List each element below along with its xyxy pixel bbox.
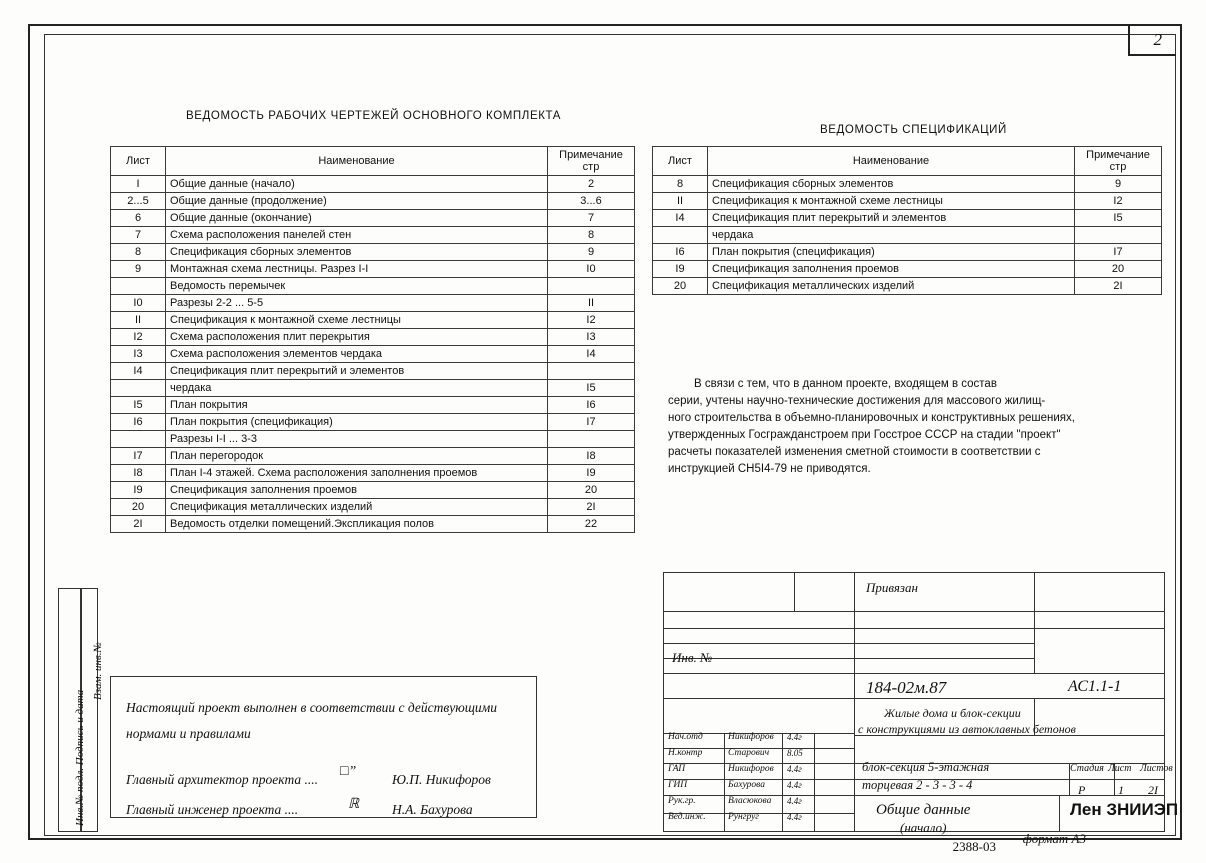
table-row	[111, 414, 635, 431]
table-row	[111, 380, 635, 397]
table-row	[111, 210, 635, 227]
sheets-value: 2I	[1148, 783, 1158, 797]
row-sheet: I2	[111, 329, 166, 346]
row-sheet: I8	[111, 465, 166, 482]
declaration-box	[110, 676, 537, 818]
stage-header: Стадия	[1070, 763, 1104, 774]
row-sheet: II	[111, 312, 166, 329]
tb-vline-9	[782, 733, 783, 831]
role-name: Власюкова	[728, 796, 772, 806]
row-name: Общие данные (продолжение)	[166, 193, 548, 210]
table-row	[111, 312, 635, 329]
role-date: 4.4г	[787, 812, 802, 822]
row-sheet: I4	[111, 363, 166, 380]
row-name: Спецификация заполнения проемов	[708, 261, 1075, 278]
sheet-header: Лист	[1108, 763, 1132, 774]
table-row	[653, 244, 1162, 261]
row-note: 9	[548, 244, 635, 261]
tb-vline-2	[794, 573, 795, 611]
row-note: I9	[548, 465, 635, 482]
row-note: 9	[1075, 176, 1162, 193]
note-line-5: расчеты показателей изменения сметной стоимости в соответствии с	[668, 446, 1041, 458]
declaration-line-2: нормами и правилами	[126, 726, 251, 741]
role-date: 4.4г	[787, 764, 802, 774]
row-sheet: 20	[653, 278, 708, 295]
row-note: 2	[548, 176, 635, 193]
row-name: План покрытия (спецификация)	[708, 244, 1075, 261]
table-row	[111, 329, 635, 346]
tb-hline-1	[664, 611, 1164, 612]
object-line-3: блок-секция 5-этажная	[862, 760, 990, 774]
document-title-1: Общие данные	[876, 802, 971, 818]
row-sheet: 2I	[111, 516, 166, 533]
engineer-name: Н.А. Бахурова	[392, 802, 473, 817]
architect-label: Главный архитектор проекта ....	[126, 772, 318, 787]
format-label: формат А3	[1022, 831, 1086, 846]
header-name: Наименование	[708, 147, 1075, 176]
note-line-4: утвержденных Госгражданстроем при Госстрое СССР на стадии "проект"	[668, 429, 1061, 441]
row-sheet: I0	[111, 295, 166, 312]
row-note: I0	[548, 261, 635, 278]
row-sheet: I6	[653, 244, 708, 261]
row-name: Разрезы 2-2 ... 5-5	[166, 295, 548, 312]
row-sheet: I6	[111, 414, 166, 431]
sheet-value: 1	[1118, 783, 1124, 797]
row-note: 7	[548, 210, 635, 227]
row-name: План покрытия	[166, 397, 548, 414]
tb-vline-7	[1059, 795, 1060, 831]
role-label: ГИП	[668, 780, 688, 790]
organization-name: Лен ЗНИИЭП	[1070, 800, 1179, 819]
row-note: I5	[548, 380, 635, 397]
object-line-2: с конструкциями из автоклавных бетонов	[858, 722, 1076, 736]
role-date: 4.4г	[787, 796, 802, 806]
row-name: чердака	[166, 380, 548, 397]
sheets-header: Листов	[1140, 763, 1173, 774]
row-note: I3	[548, 329, 635, 346]
role-label: Н.контр	[668, 748, 703, 758]
table-row	[111, 363, 635, 380]
binding-label: Привязан	[866, 580, 918, 595]
tb-vline-3	[1034, 573, 1035, 673]
header-sheet: Лист	[111, 147, 166, 176]
row-name: Спецификация сборных элементов	[166, 244, 548, 261]
role-date: 4.4г	[787, 780, 802, 790]
table-row	[111, 295, 635, 312]
row-note: I5	[1075, 210, 1162, 227]
row-name: План покрытия (спецификация)	[166, 414, 548, 431]
role-date: 4.4г	[787, 732, 802, 742]
table-header-row	[653, 147, 1162, 176]
note-line-1: В связи с тем, что в данном проекте, входящем в состав	[694, 378, 997, 390]
row-sheet	[653, 227, 708, 244]
table-row	[111, 448, 635, 465]
note-line-2: серии, учтены научно-технические достижения для массового жилищ-	[668, 395, 1046, 407]
row-name: Спецификация заполнения проемов	[166, 482, 548, 499]
row-sheet: I9	[111, 482, 166, 499]
table-row	[111, 278, 635, 295]
engineer-label: Главный инженер проекта ....	[126, 802, 299, 817]
table-row	[653, 193, 1162, 210]
tb-vline-10	[814, 733, 815, 831]
table-row	[111, 227, 635, 244]
row-name: чердака	[708, 227, 1075, 244]
header-name: Наименование	[166, 147, 548, 176]
role-label: Вед.инж.	[668, 812, 706, 822]
document-title-2: (начало)	[900, 820, 947, 835]
table-row	[653, 278, 1162, 295]
table-row	[653, 227, 1162, 244]
row-note: I7	[1075, 244, 1162, 261]
row-name: Спецификация металлических изделий	[166, 499, 548, 516]
row-note: 2I	[548, 499, 635, 516]
row-sheet: II	[653, 193, 708, 210]
table-row	[111, 244, 635, 261]
main-drawings-table	[110, 146, 635, 533]
inv-label: Инв. №	[672, 650, 713, 665]
table-row	[653, 261, 1162, 278]
role-name: Рунгруг	[728, 812, 759, 822]
header-note-line2: стр	[582, 161, 600, 173]
row-note: I2	[548, 312, 635, 329]
row-note: I6	[548, 397, 635, 414]
row-sheet: I5	[111, 397, 166, 414]
project-code: 184-02м.87	[866, 678, 947, 697]
row-name: Монтажная схема лестницы. Разрез I-I	[166, 261, 548, 278]
row-sheet: 6	[111, 210, 166, 227]
footer-number: 2388-03	[952, 839, 996, 854]
engineer-signature-icon: ℝ	[348, 797, 360, 812]
object-line-4: торцевая 2 - 3 - 3 - 4	[862, 778, 973, 792]
table-row	[111, 482, 635, 499]
declaration-line-1: Настоящий проект выполнен в соответствии с действующими	[126, 700, 498, 715]
row-sheet	[111, 380, 166, 397]
row-name: Схема расположения панелей стен	[166, 227, 548, 244]
table-row	[111, 465, 635, 482]
table-row	[111, 499, 635, 516]
row-sheet: I7	[111, 448, 166, 465]
side-strip-text-1: Инв.№ подл. Подпись и дата	[74, 689, 86, 826]
row-name: План перегородок	[166, 448, 548, 465]
row-sheet	[111, 431, 166, 448]
row-note	[548, 278, 635, 295]
row-note	[548, 363, 635, 380]
role-label: ГАП	[668, 764, 686, 774]
role-name: Бахурова	[728, 780, 765, 790]
row-note: 3...6	[548, 193, 635, 210]
header-note-line2: стр	[1109, 161, 1127, 173]
row-name: Спецификация к монтажной схеме лестницы	[708, 193, 1075, 210]
row-note: I7	[548, 414, 635, 431]
row-name: Спецификация плит перекрытий и элементов	[708, 210, 1075, 227]
role-label: Рук.гр.	[668, 796, 696, 806]
architect-name: Ю.П. Никифоров	[392, 772, 491, 787]
row-name: Ведомость перемычек	[166, 278, 548, 295]
tb-hline-3	[664, 643, 1034, 644]
table-row	[111, 193, 635, 210]
row-sheet: 8	[653, 176, 708, 193]
document-mark: АС1.1-1	[1068, 678, 1122, 695]
row-name: Спецификация сборных элементов	[708, 176, 1075, 193]
role-name: Старович	[728, 748, 770, 758]
tb-hline-5	[664, 673, 1164, 674]
row-name: Спецификация металлических изделий	[708, 278, 1075, 295]
left-table-title: ВЕДОМОСТЬ РАБОЧИХ ЧЕРТЕЖЕЙ ОСНОВНОГО КОМПЛЕКТА	[186, 110, 562, 122]
row-note: 22	[548, 516, 635, 533]
role-date: 8.05	[787, 748, 803, 758]
row-note: I2	[1075, 193, 1162, 210]
table-row	[111, 397, 635, 414]
page-number-box	[1128, 26, 1176, 56]
note-line-6: инструкцией СН5I4-79 не приводятся.	[668, 463, 871, 475]
table-row	[653, 176, 1162, 193]
role-name: Никифоров	[728, 764, 774, 774]
row-note: 20	[1075, 261, 1162, 278]
row-note	[1075, 227, 1162, 244]
row-sheet: 20	[111, 499, 166, 516]
tb-vline-8	[724, 733, 725, 831]
object-line-1: Жилые дома и блок-секции	[884, 706, 1021, 720]
row-sheet: I9	[653, 261, 708, 278]
row-sheet: I4	[653, 210, 708, 227]
header-sheet: Лист	[653, 147, 708, 176]
row-note: 2I	[1075, 278, 1162, 295]
right-table-title: ВЕДОМОСТЬ СПЕЦИФИКАЦИЙ	[820, 124, 1007, 136]
note-paragraph	[668, 376, 1164, 478]
role-label: Нач.отд	[668, 732, 703, 742]
row-sheet: I3	[111, 346, 166, 363]
row-note: 8	[548, 227, 635, 244]
tb-hline-2	[664, 628, 1164, 629]
row-note: I4	[548, 346, 635, 363]
table-header-row	[111, 147, 635, 176]
row-note: II	[548, 295, 635, 312]
row-name: Спецификация плит перекрытий и элементов	[166, 363, 548, 380]
table-row	[111, 261, 635, 278]
page-number: 2	[1153, 30, 1162, 49]
tb-hline-4	[664, 658, 1034, 659]
header-note	[548, 147, 635, 176]
tb-hline-6	[664, 698, 1164, 699]
row-sheet: 8	[111, 244, 166, 261]
note-line-3: ного строительства в объемно-планировочных и конструктивных решениях,	[668, 412, 1075, 424]
row-sheet: 7	[111, 227, 166, 244]
header-note-line1: Примечание	[559, 149, 623, 161]
row-sheet: I	[111, 176, 166, 193]
tb-vline-1	[854, 573, 855, 831]
row-sheet	[111, 278, 166, 295]
table-row	[111, 346, 635, 363]
row-name: Ведомость отделки помещений.Экспликация полов	[166, 516, 548, 533]
row-name: Общие данные (окончание)	[166, 210, 548, 227]
row-name: План I-4 этажей. Схема расположения заполнения проемов	[166, 465, 548, 482]
table-row	[111, 176, 635, 193]
row-name: Схема расположения плит перекрытия	[166, 329, 548, 346]
table-row	[111, 516, 635, 533]
side-strip-text-2: Взам. инв.№	[92, 642, 104, 700]
row-name: Разрезы I-I ... 3-3	[166, 431, 548, 448]
header-note-line1: Примечание	[1086, 149, 1150, 161]
header-note	[1075, 147, 1162, 176]
title-block	[663, 572, 1165, 832]
specifications-table	[652, 146, 1162, 295]
architect-signature-icon: □”	[340, 764, 357, 779]
row-note	[548, 431, 635, 448]
stage-value: Р	[1078, 783, 1086, 797]
row-name: Спецификация к монтажной схеме лестницы	[166, 312, 548, 329]
row-name: Схема расположения элементов чердака	[166, 346, 548, 363]
row-note: I8	[548, 448, 635, 465]
row-sheet: 2...5	[111, 193, 166, 210]
role-name: Никифоров	[728, 732, 774, 742]
row-sheet: 9	[111, 261, 166, 278]
row-note: 20	[548, 482, 635, 499]
table-row	[653, 210, 1162, 227]
row-name: Общие данные (начало)	[166, 176, 548, 193]
table-row	[111, 431, 635, 448]
